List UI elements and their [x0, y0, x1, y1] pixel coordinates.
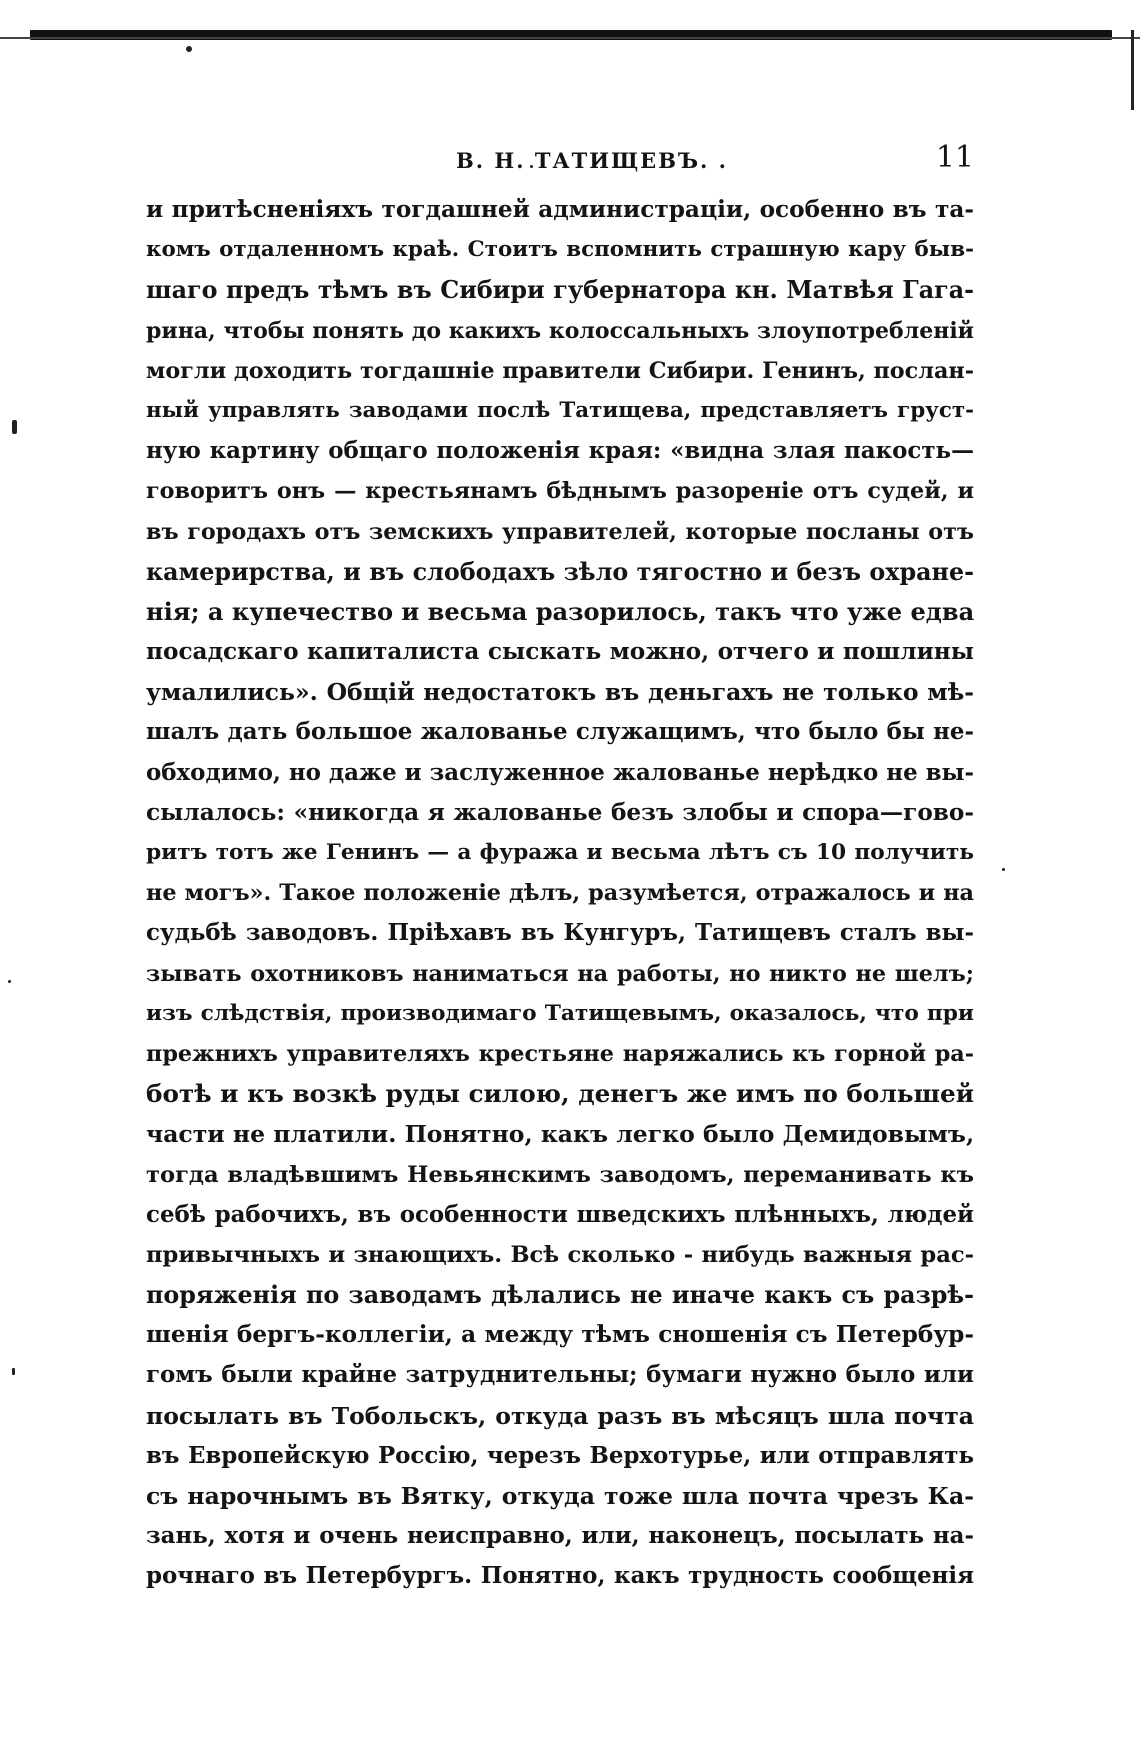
scan-speck	[8, 980, 11, 983]
text-line: изъ слѣдствія, производимаго Татищевымъ, оказалось, что при	[146, 1000, 974, 1026]
text-line: поряженія по заводамъ дѣлались не иначе какъ съ разрѣ-	[146, 1281, 974, 1310]
scan-speck	[12, 420, 17, 434]
text-line: ный управлять заводами послѣ Татищева, представляетъ груст-	[146, 397, 974, 423]
text-line: въ Европейскую Россію, черезъ Верхотурье, или отправлять	[146, 1441, 974, 1469]
text-line: въ городахъ отъ земскихъ управителей, которые посланы отъ	[146, 518, 974, 545]
text-line: тогда владѣвшимъ Невьянскимъ заводомъ, переманивать къ	[146, 1161, 974, 1188]
scan-speck	[12, 1368, 15, 1375]
text-line: и притѣсненіяхъ тогдашней администраціи, особенно въ та-	[146, 196, 974, 223]
page-number: 11	[935, 140, 974, 175]
text-line: зань, хотя и очень неисправно, или, наконецъ, посылать на-	[146, 1522, 974, 1550]
text-line: шаго предъ тѣмъ въ Сибири губернатора кн. Матвѣя Гага-	[146, 276, 974, 305]
text-line: посылать въ Тобольскъ, откуда разъ въ мѣсяцъ шла почта	[146, 1401, 974, 1430]
scan-speck	[1002, 868, 1005, 871]
text-line: привычныхъ и знающихъ. Всѣ сколько - нибудь важныя рас-	[146, 1241, 974, 1268]
text-line: камерирства, и въ слободахъ зѣло тягостно и безъ охране-	[146, 557, 974, 586]
text-line: судьбѣ заводовъ. Пріѣхавъ въ Кунгуръ, Татищевъ сталъ вы-	[146, 919, 974, 947]
body-text	[146, 190, 974, 1597]
text-line: ную картину общаго положенія края: «видна злая пакость—	[146, 437, 974, 465]
text-line: нія; а купечество и весьма разорилось, такъ что уже едва	[146, 596, 974, 626]
running-head	[146, 140, 974, 180]
text-line: съ нарочнымъ въ Вятку, откуда тоже шла почта чрезъ Ка-	[146, 1482, 974, 1510]
text-line: себѣ рабочихъ, въ особенности шведскихъ плѣнныхъ, людей	[146, 1200, 974, 1228]
scan-top-rule	[0, 37, 1140, 39]
text-line: шенія бергъ-коллегіи, а между тѣмъ сношенія съ Петербур-	[146, 1321, 974, 1349]
text-line: гомъ были крайне затруднительны; бумаги нужно было или	[146, 1361, 974, 1389]
scan-speck	[186, 46, 192, 52]
text-line: прежнихъ управителяхъ крестьяне наряжались къ горной ра-	[146, 1040, 974, 1067]
text-line: говоритъ онъ — крестьянамъ бѣднымъ разореніе отъ судей, и	[146, 478, 974, 505]
text-line: зывать охотниковъ наниматься на работы, но никто не шелъ;	[146, 960, 974, 987]
text-line: могли доходить тогдашніе правители Сибири. Генинъ, послан-	[146, 357, 974, 384]
text-line: рочнаго въ Петербургъ. Понятно, какъ трудность сообщенія	[146, 1562, 974, 1590]
text-line: части не платили. Понятно, какъ легко было Демидовымъ,	[146, 1120, 974, 1149]
text-line: умалились». Общій недостатокъ въ деньгахъ не только мѣ-	[146, 678, 974, 707]
text-line: шалъ дать большое жалованье служащимъ, что было бы не-	[146, 718, 974, 746]
text-line: комъ отдаленномъ краѣ. Стоитъ вспомнить страшную кару быв-	[146, 237, 974, 263]
text-line: рина, чтобы понять до какихъ колоссальныхъ злоупотребленій	[146, 317, 974, 344]
running-title: В. Н. ТАТИЩЕВЪ. .	[456, 148, 728, 173]
text-line: ботѣ и къ возкѣ руды силою, денегъ же имъ по большей	[146, 1079, 974, 1109]
scan-right-edge	[1131, 30, 1134, 110]
text-line: посадскаго капиталиста сыскать можно, отчего и пошлины	[146, 638, 974, 666]
text-line: сылалось: «никогда я жалованье безъ злобы и спора—гово-	[146, 798, 974, 826]
text-line: ритъ тотъ же Генинъ — а фуража и весьма лѣтъ съ 10 получить	[146, 840, 974, 865]
text-line: обходимо, но даже и заслуженное жалованье нерѣдко не вы-	[146, 758, 974, 786]
text-line: не могъ». Такое положеніе дѣлъ, разумѣется, отражалось и на	[146, 880, 974, 907]
